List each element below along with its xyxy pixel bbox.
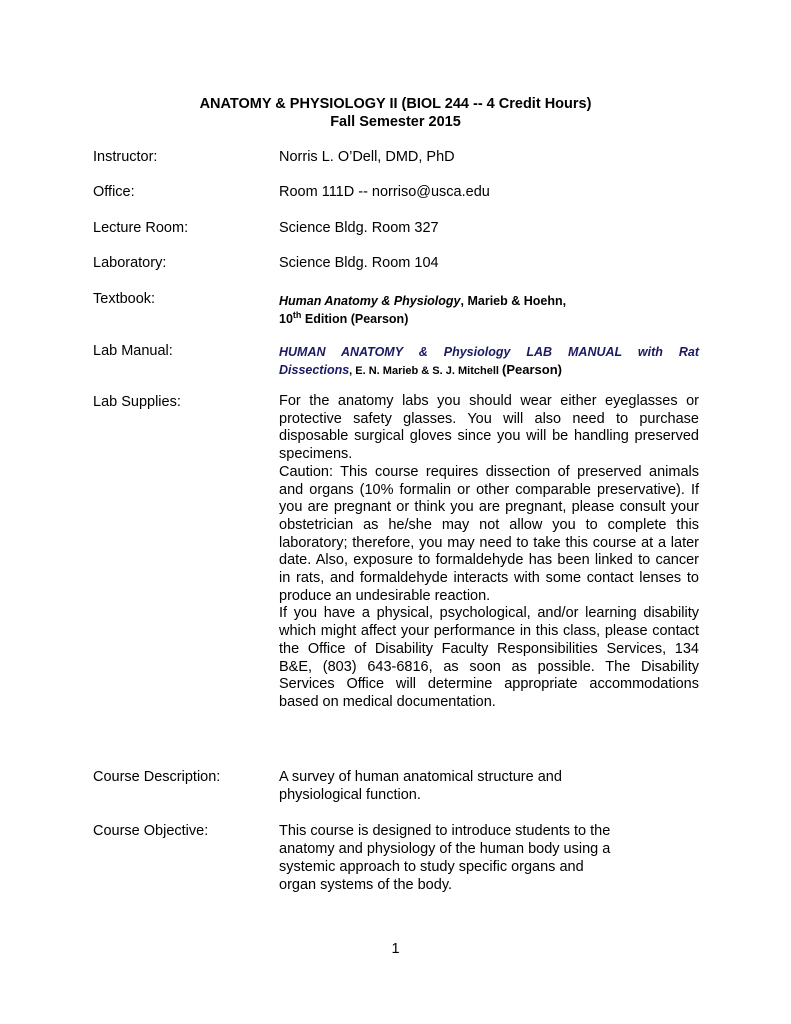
instructor-label: Instructor: [93,149,158,165]
textbook-edition-suffix: th [292,309,302,320]
lab-supplies-value [279,393,699,712]
lab-supplies-paragraph: For the anatomy labs you should wear either eyeglasses or protective safety glasses. You will also need to purchase disposable surgical gloves since you will be handling preserved specimens. [279,393,699,463]
lab-manual-title-line2: Dissections [279,363,350,377]
caution-paragraph: Caution: This course requires dissection of preserved animals and organs (10% formalin or other comparable preservative). If you are pregnant or think you are pregnant, please consult your obstetrician as he/she may not allow you to complete this laboratory; therefore, you may need to take this course at a later date. Also, exposure to formaldehyde has been linked to cancer in rats, and formaldehyde interacts with some contact lenses to produce an undesirable reaction. [279,463,699,604]
lab-manual-publisher: (Pearson) [502,362,562,377]
course-objective-label: Course Objective: [93,823,209,839]
lecture-room-value: Science Bldg. Room 327 [279,220,439,236]
laboratory-label: Laboratory: [93,255,167,271]
course-description-line: physiological function. [279,787,421,803]
instructor-value: Norris L. O’Dell, DMD, PhD [279,149,455,165]
semester-title: Fall Semester 2015 [330,114,461,130]
course-objective-value [279,822,699,894]
lecture-room-label: Lecture Room: [93,220,189,236]
course-objective-line: organ systems of the body. [279,877,453,893]
course-objective-line: This course is designed to introduce students to the [279,823,611,839]
course-title: ANATOMY & PHYSIOLOGY II (BIOL 244 -- 4 Credit Hours) [199,96,592,112]
textbook-authors: , Marieb & Hoehn, [460,294,567,308]
lab-supplies-label: Lab Supplies: [93,394,181,410]
office-value: Room 111D -- norriso@usca.edu [279,184,490,200]
textbook-edition-number: 10 [279,312,293,326]
lab-manual-authors: , E. N. Marieb & S. J. Mitchell [349,365,502,377]
course-objective-line: anatomy and physiology of the human body using a [279,841,611,857]
lab-manual-value [279,343,699,380]
textbook-title: Human Anatomy & Physiology [279,294,461,308]
lab-manual-label: Lab Manual: [93,343,173,359]
textbook-value [279,292,699,328]
laboratory-value: Science Bldg. Room 104 [279,255,439,271]
textbook-edition-text: Edition (Pearson) [301,312,409,326]
office-label: Office: [93,184,135,200]
lab-manual-title-line1: HUMAN ANATOMY & Physiology LAB MANUAL with Rat [279,345,699,359]
disability-paragraph: If you have a physical, psychological, and/or learning disability which might affect your performance in this class, please contact the Office of Disability Faculty Responsibilities Services, 134 B&E, (803) 643-6816, as soon as possible. The Disability Services Office will determine appropriate accommodations based on medical documentation. [279,605,699,710]
textbook-label: Textbook: [93,291,156,307]
course-description-value [279,768,699,804]
course-description-line: A survey of human anatomical structure and [279,769,562,785]
page-number: 1 [391,941,400,957]
course-objective-line: systemic approach to study specific organs and [279,859,584,875]
course-description-label: Course Description: [93,769,221,785]
